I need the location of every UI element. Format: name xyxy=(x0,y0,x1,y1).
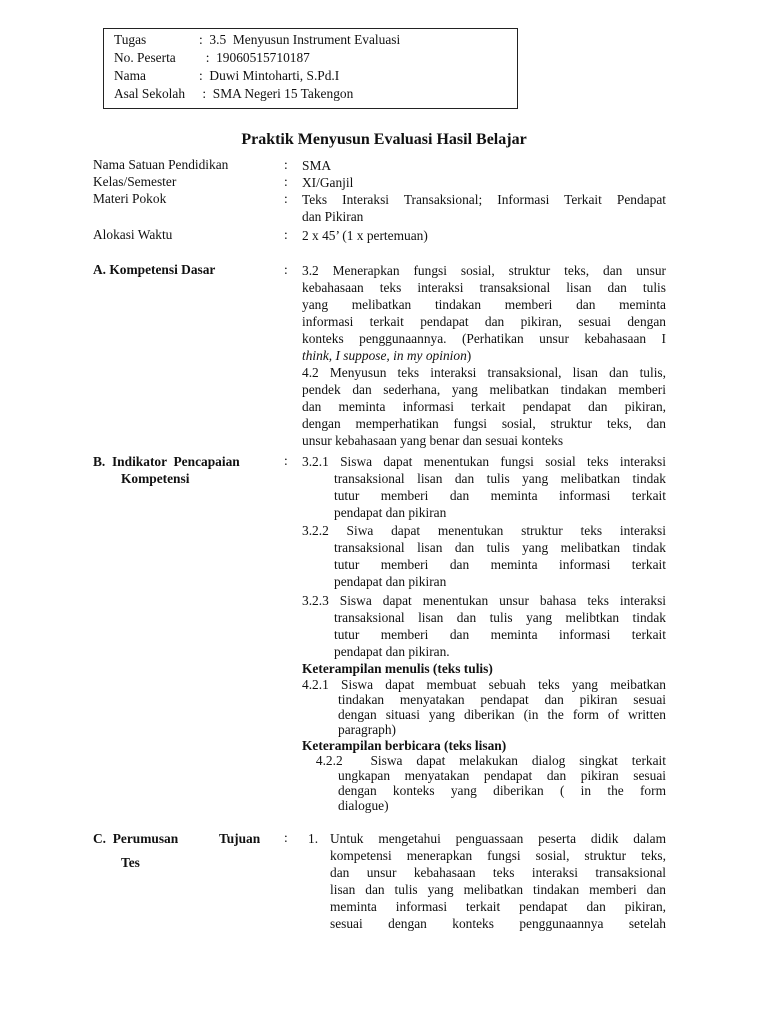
participant-info-box xyxy=(103,28,518,109)
tujuan-line: sesuai dengan konteks penggunaannya setelah xyxy=(330,916,666,931)
indicator-line: 3.2.2 Siwa dapat menentukan struktur teks interaksi xyxy=(302,523,666,538)
kd-line: yang melibatkan tindakan memberi dan meminta xyxy=(302,297,666,312)
colon: : xyxy=(284,453,288,468)
section-c-label-word: Tujuan xyxy=(219,831,261,846)
colon: : xyxy=(284,262,288,277)
indicator-line: ungkapan menyatakan pendapat dan pikiran sesuai xyxy=(338,768,666,783)
indicator-line: transaksional lisan dan tulis yang melibatkan tindak xyxy=(334,540,666,555)
alokasi-label: Alokasi Waktu xyxy=(93,227,173,242)
kd-line: unsur kebahasaan yang benar dan sesuai konteks xyxy=(302,433,564,448)
indicator-line: tutur memberi dan meminta informasi terkait xyxy=(334,627,666,642)
indicator-line: dengan konteks yang diberikan ( in the form xyxy=(338,783,666,798)
indicator-line: tindakan menyatakan pendapat dan pikiran sesuai xyxy=(338,692,666,707)
colon: : xyxy=(284,191,288,206)
section-c-label-line: Tes xyxy=(121,855,140,870)
section-b-label-line: Kompetensi xyxy=(121,471,190,486)
colon: : xyxy=(284,174,288,189)
kelas-label: Kelas/Semester xyxy=(93,174,177,189)
indicator-3-2-2 xyxy=(302,522,666,590)
tujuan-line: kompetensi menerapkan fungsi sosial, struktur teks, xyxy=(330,848,666,863)
materi-label: Materi Pokok xyxy=(93,191,167,206)
indicator-line: dialogue) xyxy=(338,798,389,813)
kd-line: konteks penggunaannya. (Perhatikan unsur kebahasaan I xyxy=(302,331,666,346)
kelas-value: XI/Ganjil xyxy=(302,175,354,190)
indicator-line: pendapat dan pikiran xyxy=(334,574,447,589)
section-c-label-line xyxy=(93,830,273,847)
kd-italic-line xyxy=(302,347,666,364)
section-b-label-line: B. Indikator Pencapaian xyxy=(93,454,240,469)
section-c-label xyxy=(93,830,273,871)
indicator-line: transaksional lisan dan tulis yang melibtkan tindak xyxy=(334,610,666,625)
kd-line: informasi terkait pendapat dan pikiran, sesuai dengan xyxy=(302,314,666,329)
kompetensi-dasar-text xyxy=(302,262,666,449)
kd-line: dan meminta informasi terkait pendapat dan pikiran, xyxy=(302,399,666,414)
tujuan-line: Untuk mengetahui penguassaan peserta didik dalam xyxy=(330,831,666,846)
kd-line: dengan memperhatikan fungsi sosial, struktur teks, dan xyxy=(302,416,666,431)
info-label: Asal Sekolah xyxy=(114,86,186,101)
indicator-line: transaksional lisan dan tulis yang melibatkan tindak xyxy=(334,471,666,486)
menulis-heading: Keterampilan menulis (teks tulis) xyxy=(302,661,493,676)
kd-line: 4.2 Menyusun teks interaksi transaksional, lisan dan tulis, xyxy=(302,365,666,380)
indicator-line: pendapat dan pikiran. xyxy=(334,644,450,659)
info-value: : 19060515710187 xyxy=(199,50,310,65)
materi-line: Teks Interaksi Transaksional; Informasi Terkait Pendapat xyxy=(302,192,666,207)
section-c-label-word: C. Perumusan xyxy=(93,831,179,846)
kd-italic-text: think, I suppose, in my opinion xyxy=(302,348,467,363)
info-row-no-peserta xyxy=(114,49,517,67)
kd-line: pendek dan sederhana, yang melibatkan tindakan memberi xyxy=(302,382,666,397)
indicator-line: tutur memberi dan meminta informasi terkait xyxy=(334,557,666,572)
info-row-nama xyxy=(114,67,517,85)
info-value: : 3.5 Menyusun Instrument Evaluasi xyxy=(199,32,401,47)
tujuan-line: meminta informasi terkait pendapat dan pikiran, xyxy=(330,899,666,914)
indicator-line: 4.2.1 Siswa dapat membuat sebuah teks yang meibatkan xyxy=(302,677,666,692)
document-title: Praktik Menyusun Evaluasi Hasil Belajar xyxy=(241,131,527,148)
tujuan-line: dan unsur kebahasaan teks interaksi transaksional xyxy=(330,865,666,880)
tujuan-tes-text xyxy=(330,830,666,932)
tujuan-line: lisan dan tulis yang melibatkan tindakan memberi dan xyxy=(330,882,666,897)
indicator-line: 4.2.2 Siswa dapat melakukan dialog singkat terkait xyxy=(302,753,666,768)
indicator-3-2-3 xyxy=(302,592,666,660)
colon: : xyxy=(284,830,288,845)
colon: : xyxy=(284,157,288,172)
info-row-asal-sekolah xyxy=(114,85,517,103)
list-number: 1. xyxy=(308,831,319,846)
indicator-4-2-2 xyxy=(302,753,666,813)
satuan-value: SMA xyxy=(302,158,332,173)
materi-value xyxy=(302,191,666,225)
indicator-4-2-1 xyxy=(302,677,666,737)
indicator-line: paragraph) xyxy=(338,722,396,737)
indicator-line: 3.2.1 Siswa dapat menentukan fungsi sosial teks interaksi xyxy=(302,454,666,469)
satuan-label: Nama Satuan Pendidikan xyxy=(93,157,229,172)
section-b-label xyxy=(93,453,273,487)
info-value: : Duwi Mintoharti, S.Pd.I xyxy=(199,68,340,83)
info-value: : SMA Negeri 15 Takengon xyxy=(199,86,354,101)
kd-close-paren: ) xyxy=(466,348,472,363)
info-label: Nama xyxy=(114,68,146,83)
section-a-label: A. Kompetensi Dasar xyxy=(93,262,216,277)
indicator-line: dengan situasi yang diberikan (in the form of written xyxy=(338,707,666,722)
kd-line: 3.2 Menerapkan fungsi sosial, struktur teks, dan unsur xyxy=(302,263,666,278)
indicator-line: 3.2.3 Siswa dapat menentukan unsur bahasa teks interaksi xyxy=(302,593,666,608)
indicator-line: pendapat dan pikiran xyxy=(334,505,447,520)
info-row-tugas xyxy=(114,31,517,49)
indicator-3-2-1 xyxy=(302,453,666,521)
info-label: Tugas xyxy=(114,32,147,47)
materi-line: dan Pikiran xyxy=(302,209,364,224)
info-label: No. Peserta xyxy=(114,50,176,65)
colon: : xyxy=(284,227,288,242)
indicator-line: tutur memberi dan meminta informasi terkait xyxy=(334,488,666,503)
berbicara-heading: Keterampilan berbicara (teks lisan) xyxy=(302,738,507,753)
kd-line: kebahasaan teks interaksi transaksional lisan dan tulis xyxy=(302,280,666,295)
alokasi-value: 2 x 45’ (1 x pertemuan) xyxy=(302,228,428,243)
